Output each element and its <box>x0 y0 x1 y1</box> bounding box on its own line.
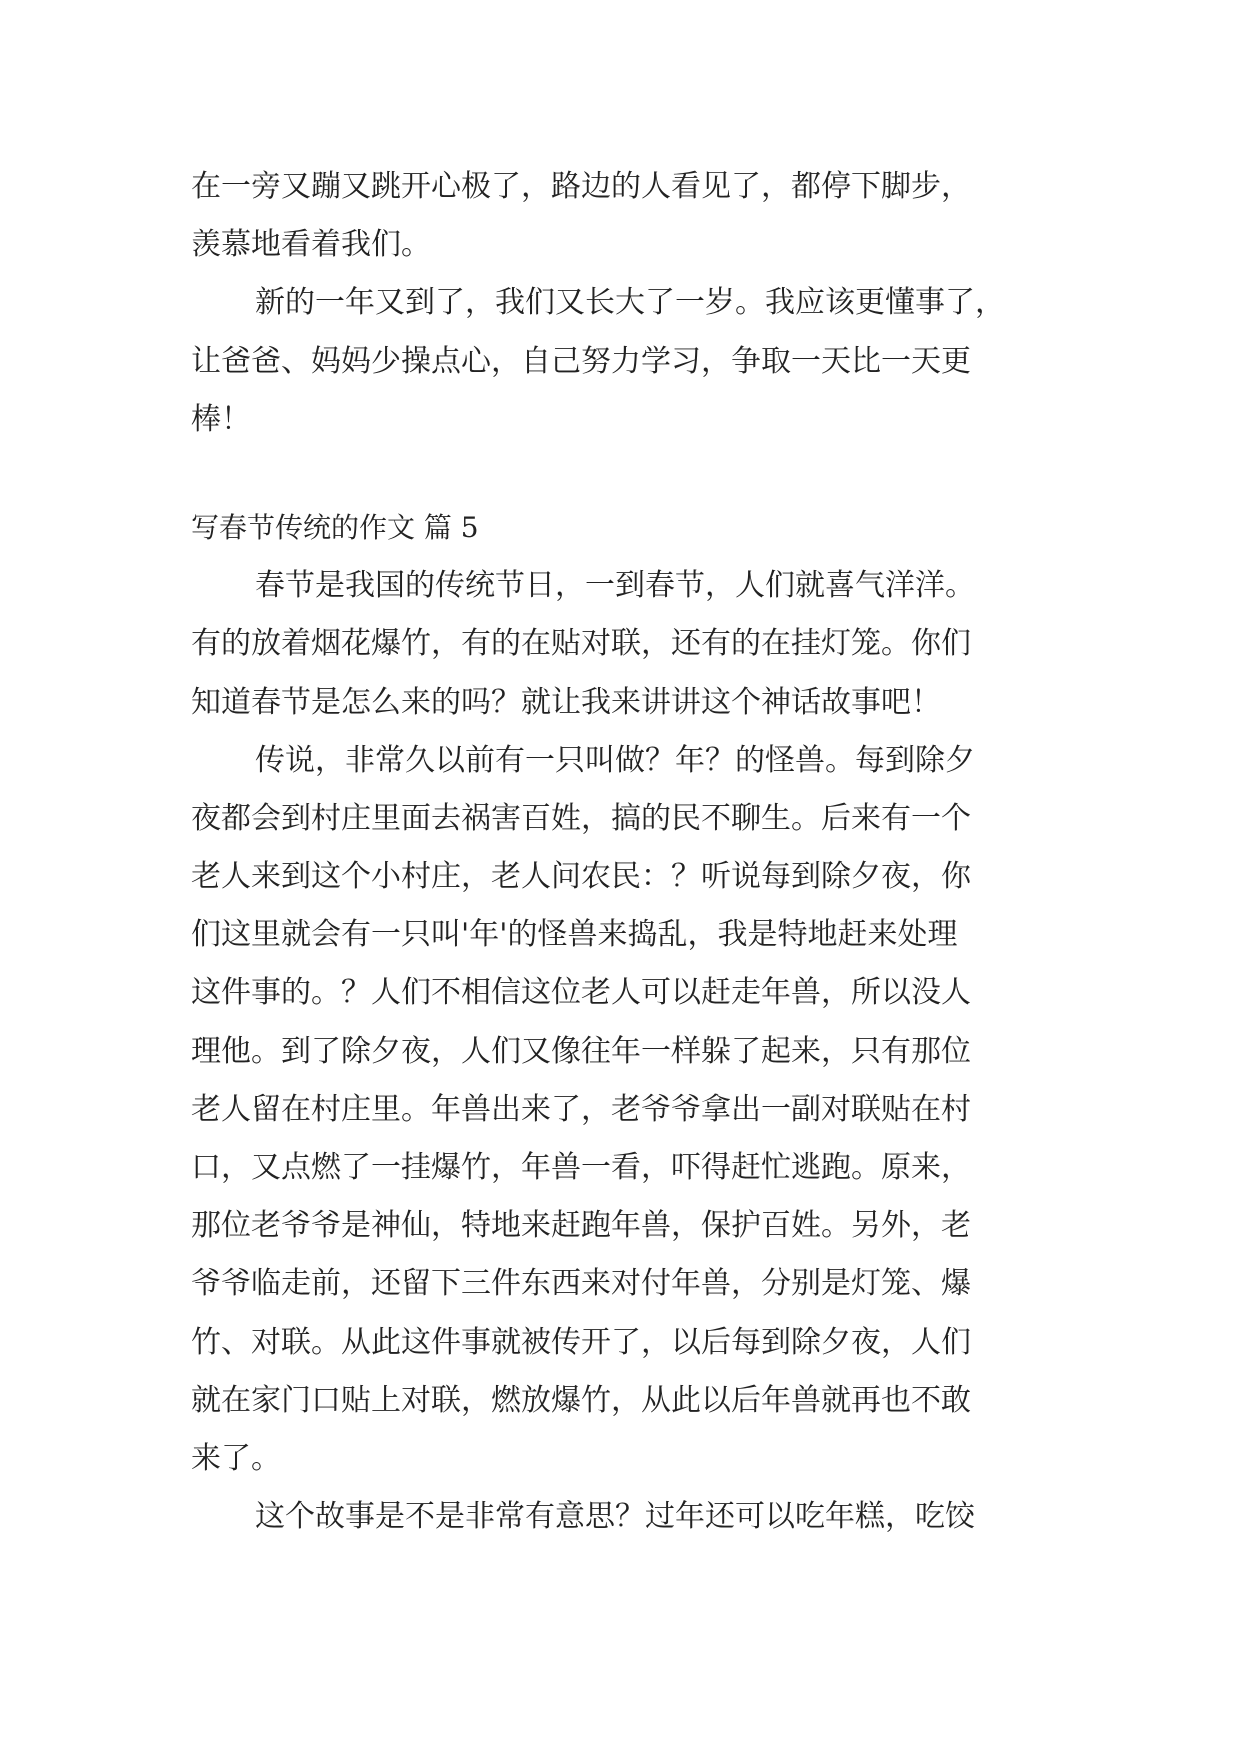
text-line: 就在家门口贴上对联，燃放爆竹，从此以后年兽就再也不敢 <box>191 1382 971 1418</box>
text-line: 爷爷临走前，还留下三件东西来对付年兽，分别是灯笼、爆 <box>191 1266 971 1302</box>
text-line: 棒！ <box>191 401 251 437</box>
section-gap <box>191 449 1071 499</box>
text-line: 来了。 <box>191 1440 281 1476</box>
paragraph-first-line: 传说，非常久以前有一只叫做？年？的怪兽。每到除夕 <box>255 742 975 778</box>
text-line: 羡慕地看着我们。 <box>191 227 431 263</box>
text-line: 在一旁又蹦又跳开心极了，路边的人看见了，都停下脚步， <box>191 169 971 204</box>
text-line: 老人来到这个小村庄，老人问农民：？听说每到除夕夜，你 <box>191 859 971 895</box>
paragraph-first-line: 新的一年又到了，我们又长大了一岁。我应该更懂事了， <box>255 285 1005 321</box>
text-line: 那位老爷爷是神仙，特地来赶跑年兽，保护百姓。另外，老 <box>191 1208 971 1244</box>
section-title: 写春节传统的作文 篇 5 <box>191 510 479 544</box>
paragraph-first-line: 春节是我国的传统节日，一到春节，人们就喜气洋洋。 <box>255 568 975 604</box>
text-line: 理他。到了除夕夜，人们又像往年一样躲了起来，只有那位 <box>191 1033 971 1069</box>
text-line: 老人留在村庄里。年兽出来了，老爷爷拿出一副对联贴在村 <box>191 1091 971 1127</box>
document-body <box>191 158 1071 1546</box>
text-line: 知道春节是怎么来的吗？就让我来讲讲这个神话故事吧！ <box>191 684 941 720</box>
text-line: 夜都会到村庄里面去祸害百姓，搞的民不聊生。后来有一个 <box>191 800 971 836</box>
text-line: 有的放着烟花爆竹，有的在贴对联，还有的在挂灯笼。你们 <box>191 626 971 662</box>
paragraph-first-line: 这个故事是不是非常有意思？过年还可以吃年糕，吃饺 <box>255 1499 975 1535</box>
text-line: 让爸爸、妈妈少操点心，自己努力学习，争取一天比一天更 <box>191 343 971 379</box>
text-line: 们这里就会有一只叫'年'的怪兽来捣乱，我是特地赶来处理 <box>191 917 958 953</box>
text-line: 这件事的。？人们不相信这位老人可以赶走年兽，所以没人 <box>191 975 971 1011</box>
text-line: 口，又点燃了一挂爆竹，年兽一看，吓得赶忙逃跑。原来， <box>191 1150 971 1185</box>
text-line: 竹、对联。从此这件事就被传开了，以后每到除夕夜，人们 <box>191 1324 971 1360</box>
